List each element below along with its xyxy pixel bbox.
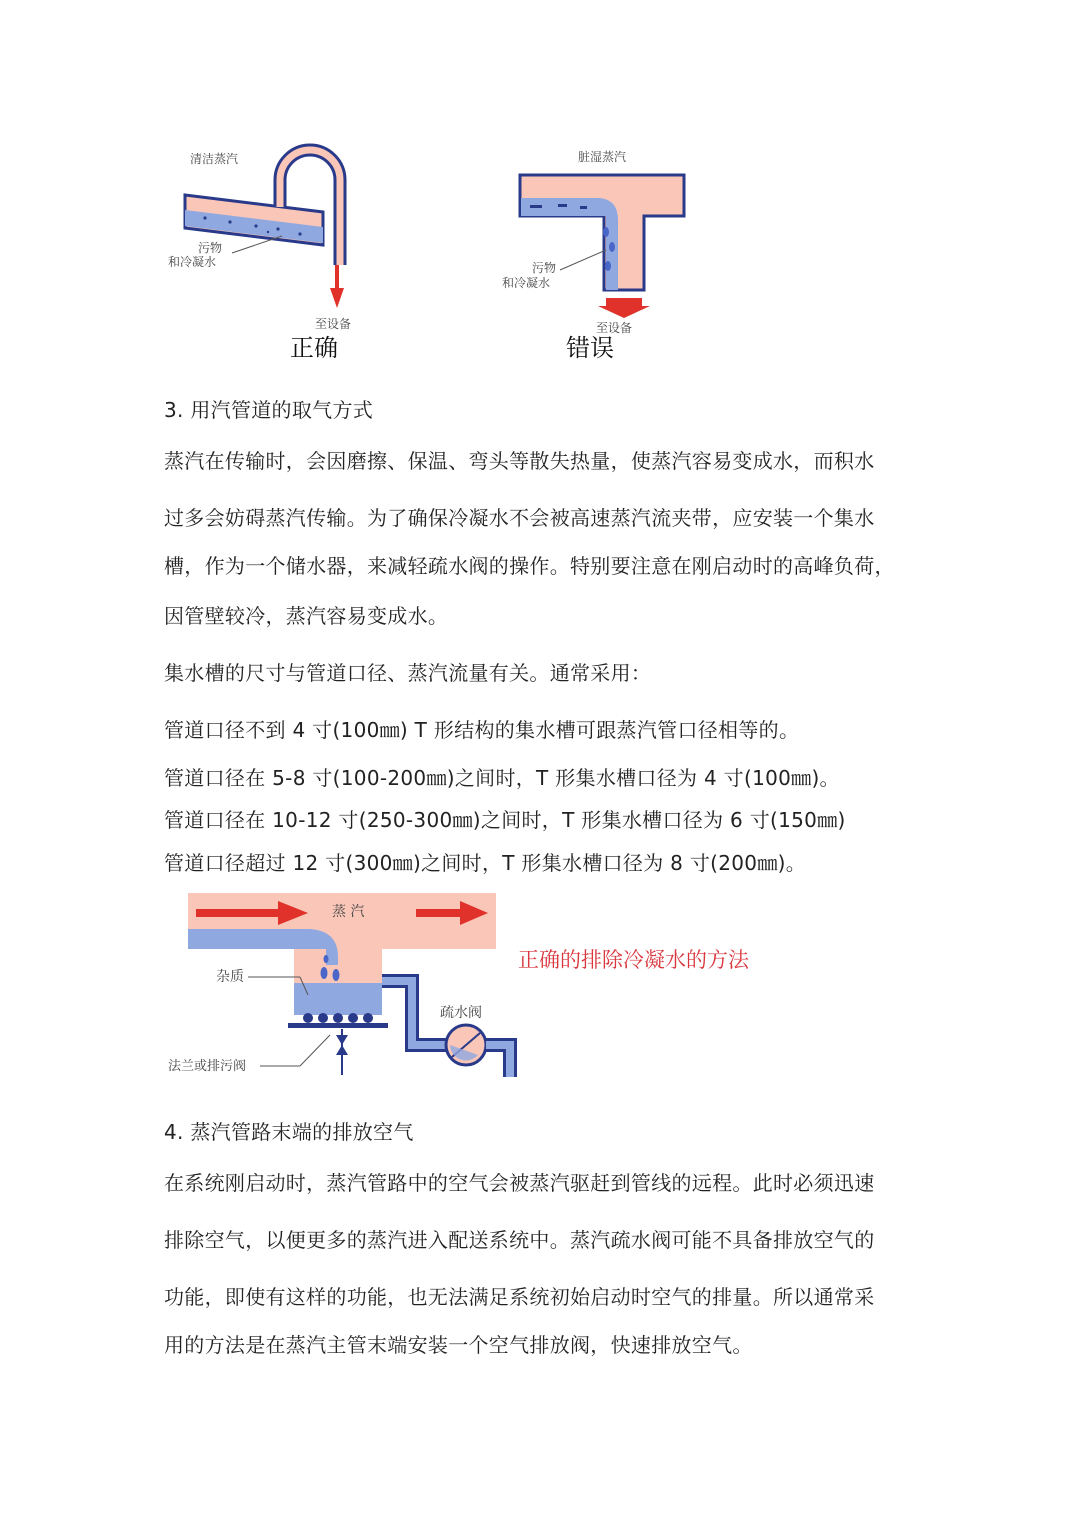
section3-rule-3: 管道口径在 10-12 寸(250-300㎜)之间时，T 形集水槽口径为 6 寸(150㎜) [164,808,846,832]
section3-rule-4: 管道口径超过 12 寸(300㎜)之间时，T 形集水槽口径为 8 寸(200㎜)。 [164,851,807,875]
section3-intro: 集水槽的尺寸与管道口径、蒸汽流量有关。通常采用： [164,661,652,685]
correct-label-debris-2: 和冷凝水 [168,255,217,269]
section4-line-3: 功能，即使有这样的功能，也无法满足系统初始启动时空气的排量。所以通常采 [164,1285,875,1309]
figure-drip-leg [160,885,800,1085]
section4-line-4: 用的方法是在蒸汽主管末端安装一个空气排放阀，快速排放空气。 [164,1333,753,1357]
wrong-label-top: 脏湿蒸汽 [578,150,627,164]
wrong-label-dest: 至设备 [596,321,633,335]
correct-diagram [168,150,351,362]
wrong-verdict: 错误 [566,334,614,362]
section3-line-2: 过多会妨碍蒸汽传输。为了确保冷凝水不会被高速蒸汽流夹带，应安装一个集水 [164,506,875,530]
wrong-diagram [502,149,684,362]
correct-label-dest: 至设备 [315,317,352,331]
section4-heading: 4. 蒸汽管路末端的排放空气 [164,1120,414,1144]
section3-rule-1: 管道口径不到 4 寸(100㎜) T 形结构的集水槽可跟蒸汽管口径相等的。 [164,718,800,742]
correct-label-top: 清洁蒸汽 [190,152,239,166]
drip-label-steam: 蒸 汽 [332,904,365,920]
section4-line-1: 在系统刚启动时，蒸汽管路中的空气会被蒸汽驱赶到管线的远程。此时必须迅速 [164,1171,875,1195]
wrong-label-debris-2: 和冷凝水 [502,276,551,290]
section3-line-3: 槽，作为一个储水器，来减轻疏水阀的操作。特别要注意在刚启动时的高峰负荷， [164,554,895,578]
section3-heading: 3. 用汽管道的取气方式 [164,398,374,422]
section3-line-1: 蒸汽在传输时，会因磨擦、保温、弯头等散失热量，使蒸汽容易变成水，而积水 [164,449,875,473]
wrong-label-debris-1: 污物 [532,261,557,275]
section4-line-2: 排除空气，以便更多的蒸汽进入配送系统中。蒸汽疏水阀可能不具备排放空气的 [164,1228,875,1252]
correct-label-debris-1: 污物 [198,241,223,255]
section3-rule-2: 管道口径在 5-8 寸(100-200㎜)之间时，T 形集水槽口径为 4 寸(100㎜)。 [164,766,840,790]
drip-label-flange: 法兰或排污阀 [168,1059,247,1074]
drip-label-trap: 疏水阀 [440,1005,482,1021]
drip-caption: 正确的排除冷凝水的方法 [518,948,749,972]
drip-label-impurity: 杂质 [216,969,244,985]
figure-steam-takeoff [160,140,720,370]
correct-verdict: 正确 [290,334,338,362]
section3-line-4: 因管壁较冷，蒸汽容易变成水。 [164,604,449,628]
